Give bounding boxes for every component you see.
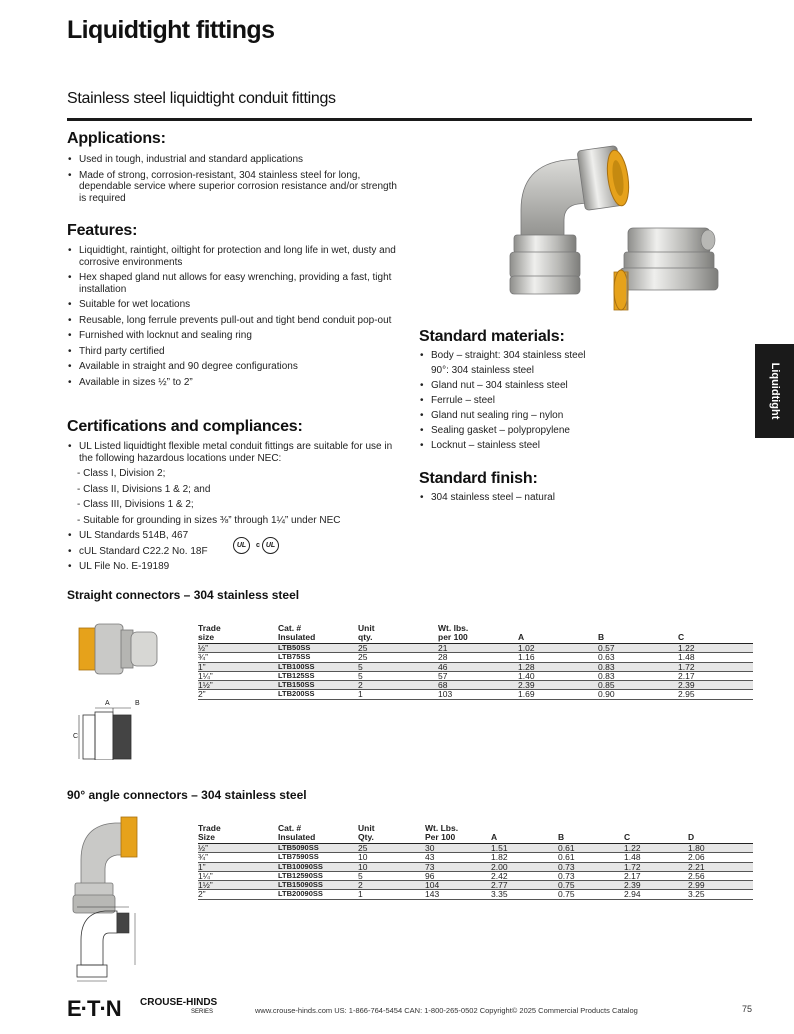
eaton-logo: E·T·N xyxy=(67,996,121,1021)
table-cell: LTB200SS xyxy=(278,690,358,699)
table-cell: 2.21 xyxy=(688,862,753,871)
col-header: B xyxy=(598,632,605,642)
table-cell: 0.63 xyxy=(598,653,678,662)
list-item: • Locknut – stainless steel xyxy=(419,440,739,451)
page-title: Liquidtight fittings xyxy=(67,16,275,44)
list-item: • Available in straight and 90 degree configurations xyxy=(67,361,397,373)
finish-heading: Standard finish: xyxy=(419,470,538,487)
crouse-hinds-wordmark: CROUSE-HINDS xyxy=(140,997,218,1008)
table-cell: ¾” xyxy=(198,653,278,662)
table-row xyxy=(198,653,753,662)
side-tab-label: Liquidtight xyxy=(768,362,781,420)
table-cell: 2 xyxy=(358,881,425,890)
table-cell: 0.75 xyxy=(558,890,624,899)
table-cell: 2.42 xyxy=(491,871,558,880)
list-item: • Used in tough, industrial and standard applications xyxy=(67,154,397,166)
col-header: Trade Size xyxy=(198,823,221,842)
table-cell: 21 xyxy=(438,644,518,653)
finish-list xyxy=(419,492,739,508)
dim-label-a: A xyxy=(105,700,110,707)
table-cell: 1.48 xyxy=(624,853,688,862)
dim-label-c: C xyxy=(73,733,79,740)
table-cell: LTB75SS xyxy=(278,653,358,662)
table-cell: 1¼” xyxy=(198,871,278,880)
table-cell: 25 xyxy=(358,844,425,853)
table-cell: 0.73 xyxy=(558,862,624,871)
table-header-row xyxy=(198,824,753,844)
table-cell: 2.39 xyxy=(518,681,598,690)
table-cell: 1.22 xyxy=(678,644,753,653)
table-cell: 1.02 xyxy=(518,644,598,653)
materials-list xyxy=(419,350,739,455)
list-subitem: - Class III, Divisions 1 & 2; xyxy=(77,499,194,510)
straight-connectors-title: Straight connectors – 304 stainless steel xyxy=(67,588,300,602)
table-cell: 2.94 xyxy=(624,890,688,899)
table-cell: 2.39 xyxy=(678,681,753,690)
col-header: C xyxy=(624,832,631,842)
materials-heading: Standard materials: xyxy=(419,328,565,345)
list-item: • Sealing gasket – polypropylene xyxy=(419,425,739,436)
angle-connectors-title: 90° angle connectors – 304 stainless steel xyxy=(67,788,307,802)
table-cell: 0.73 xyxy=(558,871,624,880)
ul-marks xyxy=(233,537,293,555)
table-cell: LTB5090SS xyxy=(278,844,358,853)
list-item: • UL File No. E-19189 xyxy=(67,561,397,573)
table-cell: 10 xyxy=(358,862,425,871)
list-item: • Body – straight: 304 stainless steel xyxy=(419,350,739,361)
table-cell: 5 xyxy=(358,662,438,671)
table-cell: 73 xyxy=(425,862,491,871)
table-cell: 1” xyxy=(198,662,278,671)
list-item: • UL Listed liquidtight flexible metal conduit fittings are suitable for use in the following hazardous locations under NEC: xyxy=(67,441,397,464)
table-cell: 25 xyxy=(358,653,438,662)
certifications-list xyxy=(67,441,397,577)
table-cell: 1.48 xyxy=(678,653,753,662)
table-cell: 43 xyxy=(425,853,491,862)
page-number: 75 xyxy=(741,1004,752,1014)
table-cell: 0.61 xyxy=(558,853,624,862)
table-cell: 143 xyxy=(425,890,491,899)
table-cell: 2” xyxy=(198,690,278,699)
table-cell: 2.00 xyxy=(491,862,558,871)
table-cell: 57 xyxy=(438,671,518,680)
col-header: Cat. # Insulated xyxy=(278,623,316,642)
table-cell: 1.51 xyxy=(491,844,558,853)
table-cell: 2 xyxy=(358,681,438,690)
table-cell: 104 xyxy=(425,881,491,890)
straight-connector-icon xyxy=(67,620,177,760)
list-item: • cUL Standard C22.2 No. 18F xyxy=(67,546,397,558)
table-cell: LTB7590SS xyxy=(278,853,358,862)
table-cell: 2.95 xyxy=(678,690,753,699)
table-cell: 2” xyxy=(198,890,278,899)
table-cell: 1” xyxy=(198,862,278,871)
list-item: • Hex shaped gland nut allows for easy wrenching, providing a fast, tight installation xyxy=(67,272,397,295)
cul-logo-icon: UL xyxy=(262,537,279,554)
table-cell: 1.69 xyxy=(518,690,598,699)
cul-c-mark: c xyxy=(256,542,260,549)
table-row xyxy=(198,853,753,862)
table-cell: 0.83 xyxy=(598,671,678,680)
table-cell: 0.85 xyxy=(598,681,678,690)
table-cell: 1 xyxy=(358,890,425,899)
table-cell: 28 xyxy=(438,653,518,662)
page-footer xyxy=(67,996,752,1020)
list-item: • Gland nut sealing ring – nylon xyxy=(419,410,739,421)
series-wordmark: SERIES xyxy=(191,1009,214,1015)
table-cell: LTB150SS xyxy=(278,681,358,690)
table-cell: LTB125SS xyxy=(278,671,358,680)
table-cell: 2.99 xyxy=(688,881,753,890)
table-cell: 1.28 xyxy=(518,662,598,671)
page-subtitle: Stainless steel liquidtight conduit fittings xyxy=(67,90,336,107)
col-header: A xyxy=(491,832,498,842)
list-item: • 304 stainless steel – natural xyxy=(419,492,739,504)
angle-connector-icon xyxy=(67,815,177,985)
features-heading: Features: xyxy=(67,222,138,239)
col-header: C xyxy=(678,632,685,642)
certifications-heading: Certifications and compliances: xyxy=(67,418,303,435)
table-cell: 1½” xyxy=(198,681,278,690)
table-cell: 0.61 xyxy=(558,844,624,853)
table-cell: 30 xyxy=(425,844,491,853)
table-cell: 2.77 xyxy=(491,881,558,890)
ul-logo-icon: UL xyxy=(233,537,250,554)
table-cell: LTB100SS xyxy=(278,662,358,671)
table-cell: 1.22 xyxy=(624,844,688,853)
list-item: • Reusable, long ferrule prevents pull-out and tight bend conduit pop-out xyxy=(67,315,397,327)
table-cell: 1.16 xyxy=(518,653,598,662)
list-item: • Available in sizes ½” to 2” xyxy=(67,377,397,389)
features-list xyxy=(67,245,397,392)
table-cell: LTB20090SS xyxy=(278,890,358,899)
list-item: • Furnished with locknut and sealing ring xyxy=(67,330,397,342)
table-cell: 1.80 xyxy=(688,844,753,853)
table-cell: 0.57 xyxy=(598,644,678,653)
applications-heading: Applications: xyxy=(67,130,166,147)
table-cell: 103 xyxy=(438,690,518,699)
table-cell: 5 xyxy=(358,671,438,680)
table-cell: 2.56 xyxy=(688,871,753,880)
list-item: • Liquidtight, raintight, oiltight for protection and long life in wet, dusty and corrosive environments xyxy=(67,245,397,268)
table-cell: 5 xyxy=(358,871,425,880)
col-header: Wt. Lbs. Per 100 xyxy=(425,823,459,842)
list-subitem: - Class I, Division 2; xyxy=(77,468,166,479)
table-cell: LTB15090SS xyxy=(278,881,358,890)
col-header: Trade size xyxy=(198,623,221,642)
table-cell: 2.39 xyxy=(624,881,688,890)
table-cell: 0.83 xyxy=(598,662,678,671)
table-cell: 1½” xyxy=(198,881,278,890)
section-side-tab[interactable] xyxy=(755,344,794,438)
table-cell: 2.17 xyxy=(624,871,688,880)
table-cell: 1.82 xyxy=(491,853,558,862)
table-cell: 46 xyxy=(438,662,518,671)
col-header: D xyxy=(688,832,695,842)
table-cell: 1.72 xyxy=(624,862,688,871)
table-cell: 10 xyxy=(358,853,425,862)
table-cell: 0.90 xyxy=(598,690,678,699)
list-item: • Suitable for wet locations xyxy=(67,299,397,311)
list-item: • Made of strong, corrosion-resistant, 304 stainless steel for long, dependable service where superior corrosion resistance and/or strength is required xyxy=(67,170,397,205)
dim-label-b: B xyxy=(135,700,140,707)
list-subitem: - Suitable for grounding in sizes ⅜” through 1¼” under NEC xyxy=(77,514,341,526)
footer-contact-text: www.crouse-hinds.com US: 1-866-764-5454 CAN: 1-800-265-0502 Copyright© 2025 Commercial Products Catalog xyxy=(255,1006,638,1015)
table-cell: 1¼” xyxy=(198,671,278,680)
table-row xyxy=(198,890,753,899)
product-photo-icon xyxy=(496,140,736,320)
table-cell: 1 xyxy=(358,690,438,699)
list-item-continuation: 90°: 304 stainless steel xyxy=(431,365,534,376)
list-subitem: - Class II, Divisions 1 & 2; and xyxy=(77,483,211,495)
table-header-row xyxy=(198,624,753,644)
table-row xyxy=(198,862,753,871)
table-cell: LTB50SS xyxy=(278,644,358,653)
table-row xyxy=(198,690,753,699)
table-cell: 3.35 xyxy=(491,890,558,899)
table-cell: 1.72 xyxy=(678,662,753,671)
angle-connectors-table xyxy=(198,824,753,900)
list-item: • Third party certified xyxy=(67,346,397,358)
table-cell: ½” xyxy=(198,844,278,853)
list-item: • UL Standards 514B, 467 xyxy=(67,530,397,542)
col-header: Unit qty. xyxy=(358,623,375,642)
table-cell: 25 xyxy=(358,644,438,653)
table-cell: ½” xyxy=(198,644,278,653)
list-item: • Ferrule – steel xyxy=(419,395,739,406)
table-cell: LTB12590SS xyxy=(278,871,358,880)
table-row xyxy=(198,662,753,671)
straight-connectors-table xyxy=(198,624,753,700)
table-cell: 96 xyxy=(425,871,491,880)
table-cell: 0.75 xyxy=(558,881,624,890)
table-cell: 1.40 xyxy=(518,671,598,680)
table-cell: 2.06 xyxy=(688,853,753,862)
col-header: Cat. # Insulated xyxy=(278,823,316,842)
title-rule xyxy=(67,118,752,121)
table-cell: ¾” xyxy=(198,853,278,862)
col-header: A xyxy=(518,632,525,642)
col-header: Unit Qty. xyxy=(358,823,375,842)
table-cell: 3.25 xyxy=(688,890,753,899)
table-cell: 2.17 xyxy=(678,671,753,680)
table-cell: 68 xyxy=(438,681,518,690)
col-header: Wt. lbs. per 100 xyxy=(438,623,469,642)
applications-list xyxy=(67,154,397,208)
list-item: • Gland nut – 304 stainless steel xyxy=(419,380,739,391)
col-header: B xyxy=(558,832,565,842)
table-cell: LTB10090SS xyxy=(278,862,358,871)
